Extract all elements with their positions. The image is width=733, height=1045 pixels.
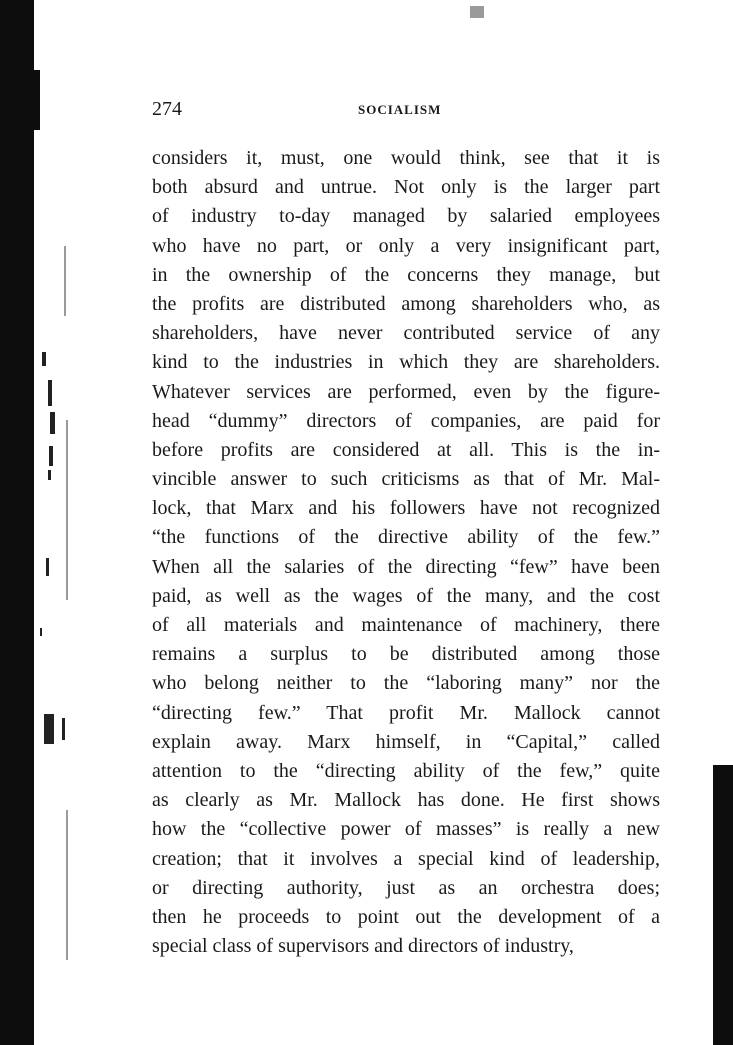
scan-speck [46, 558, 49, 576]
text-line: then he proceeds to point out the development of a [152, 905, 660, 928]
text-line: remains a surplus to be distributed among those [152, 643, 660, 666]
text-line: explain away. Marx himself, in “Capital,” called [152, 730, 660, 753]
text-line: how the “collective power of masses” is really a new [152, 818, 660, 841]
text-line: who have no part, or only a very insignificant part, [152, 234, 660, 257]
scan-bleed-mark [64, 246, 66, 316]
scan-speck [44, 714, 54, 744]
text-line: Whatever services are performed, even by the figure- [152, 380, 660, 403]
scan-left-edge [0, 0, 34, 1045]
scan-speck [62, 718, 65, 740]
scan-right-edge [713, 765, 733, 1045]
text-line: “directing few.” That profit Mr. Mallock cannot [152, 701, 660, 724]
text-line: paid, as well as the wages of the many, and the cost [152, 584, 660, 607]
text-line: as clearly as Mr. Mallock has done. He first shows [152, 789, 660, 812]
page-header [152, 98, 662, 126]
text-line: both absurd and untrue. Not only is the larger part [152, 176, 660, 199]
text-line: kind to the industries in which they are shareholders. [152, 351, 660, 374]
body-text [152, 144, 660, 961]
scan-speck [48, 380, 52, 406]
text-line: head “dummy” directors of companies, are paid for [152, 409, 660, 432]
text-line: lock, that Marx and his followers have not recognized [152, 497, 660, 520]
scan-speck [48, 470, 51, 480]
text-line: “the functions of the directive ability of the few.” [152, 526, 660, 549]
text-line: the profits are distributed among shareholders who, as [152, 292, 660, 315]
scan-bleed-mark [66, 420, 68, 600]
text-line: of industry to-day managed by salaried employees [152, 205, 660, 228]
text-line: in the ownership of the concerns they manage, but [152, 263, 660, 286]
text-line: attention to the “directing ability of the few,” quite [152, 759, 660, 782]
text-line: shareholders, have never contributed service of any [152, 322, 660, 345]
scan-left-edge-notch [30, 70, 40, 130]
scan-speck [49, 446, 53, 466]
text-line: When all the salaries of the directing “few” have been [152, 555, 660, 578]
page-number: 274 [152, 98, 182, 120]
scan-bleed-mark [66, 810, 68, 960]
text-line: or directing authority, just as an orchestra does; [152, 876, 660, 899]
running-head: SOCIALISM [358, 102, 442, 117]
scan-speck [40, 628, 42, 636]
scan-speck [50, 412, 55, 434]
text-line: vincible answer to such criticisms as that of Mr. Mal- [152, 468, 660, 491]
text-line: considers it, must, one would think, see that it is [152, 147, 660, 169]
text-line: creation; that it involves a special kind of leadership, [152, 847, 660, 870]
text-line: of all materials and maintenance of machinery, there [152, 614, 660, 636]
text-line: before profits are considered at all. This is the in- [152, 438, 660, 461]
scan-speck [42, 352, 46, 366]
scan-bleed-mark [470, 6, 484, 18]
text-line: special class of supervisors and directors of industry, [152, 935, 574, 958]
text-line: who belong neither to the “laboring many” nor the [152, 672, 660, 695]
